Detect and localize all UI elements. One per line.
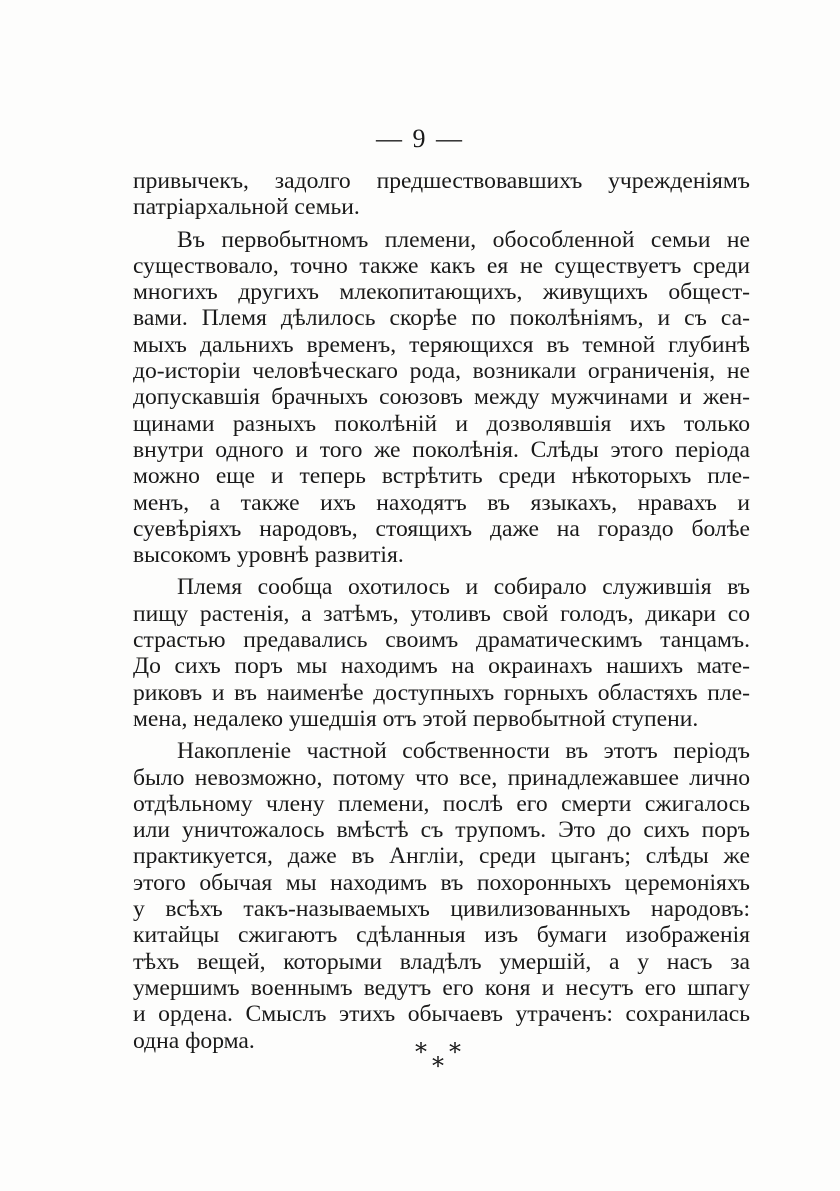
text-line: Въ первобытномъ племени, обособленной семьи не [177, 226, 750, 253]
page-number: — 9 — [376, 124, 464, 153]
text-line: До сихъ поръ мы находимъ на окраинахъ нашихъ мате- [133, 653, 750, 680]
text-line: и ордена. Смыслъ этихъ обычаевъ утраченъ: сохранилась [133, 1001, 750, 1028]
asterism-divider [405, 1038, 475, 1078]
text-line: мыхъ дальнихъ временъ, теряющихся въ темной глубинѣ [133, 331, 750, 358]
text-line: можно еще и теперь встрѣтить среди нѣкоторыхъ пле- [133, 463, 750, 490]
paragraph [133, 168, 750, 221]
text-line: мена, недалеко ушедшія отъ этой первобытной ступени. [133, 705, 699, 732]
text-line: привычекъ, задолго предшествовавшихъ учрежденіямъ [133, 168, 750, 194]
text-line: одна форма. [133, 1027, 255, 1054]
text-line: риковъ и въ наименѣе доступныхъ горныхъ областяхъ пле- [133, 679, 750, 706]
text-line: менъ, а также ихъ находятъ въ языкахъ, нравахъ и [133, 489, 750, 516]
text-line: умершимъ военнымъ ведутъ его коня и несутъ его шпагу [133, 974, 750, 1001]
text-line: патріархальной семьи. [133, 194, 360, 221]
text-line: до-исторіи человѣческаго рода, возникали ограниченія, не [133, 358, 750, 385]
asterism-star: * [415, 1038, 427, 1066]
text-line: пищу растенія, а затѣмъ, утоливъ свой голодъ, дикари со [133, 600, 750, 627]
text-line: щинами разныхъ поколѣній и дозволявшія ихъ только [133, 410, 750, 437]
text-line: тѣхъ вещей, которыми владѣлъ умершій, а у насъ за [133, 948, 750, 975]
paragraph [133, 227, 750, 569]
text-line: у всѣхъ такъ-называемыхъ цивилизованныхъ народовъ: [133, 896, 750, 923]
text-line: китайцы сжигаютъ сдѣланныя изъ бумаги изображенія [133, 922, 750, 949]
text-line: внутри одного и того же поколѣнія. Слѣды этого періода [133, 436, 750, 463]
text-line: Накопленіе частной собственности въ этотъ періодъ [177, 738, 750, 765]
text-line: практикуется, даже въ Англіи, среди цыганъ; слѣды же [133, 843, 750, 870]
text-line: страстью предавались своимъ драматическимъ танцамъ. [133, 627, 750, 654]
text-line: Племя сообща охотилось и собирало служившія въ [177, 574, 750, 601]
text-line: было невозможно, потому что все, принадлежавшее лично [133, 764, 750, 791]
text-line: или уничтожалось вмѣстѣ съ трупомъ. Это до сихъ поръ [133, 817, 750, 844]
paragraph [133, 574, 750, 732]
text-line: высокомъ уровнѣ развитія. [133, 542, 404, 569]
text-line: отдѣльному члену племени, послѣ его смерти сжигалось [133, 790, 750, 817]
text-line: этого обычая мы находимъ въ похоронныхъ церемоніяхъ [133, 869, 750, 896]
text-line: существовало, точно также какъ ея не существуетъ среди [133, 252, 750, 279]
body-text [133, 168, 750, 1054]
asterism-star: * [432, 1052, 444, 1080]
asterism-star: * [449, 1038, 461, 1066]
text-line: вами. Племя дѣлилось скорѣе по поколѣніямъ, и съ са- [133, 305, 750, 332]
paragraph [133, 738, 750, 1054]
text-line: допускавшія брачныхъ союзовъ между мужчинами и жен- [133, 384, 750, 411]
text-line: многихъ другихъ млекопитающихъ, живущихъ общест- [133, 279, 750, 306]
text-line: суевѣріяхъ народовъ, стоящихъ даже на гораздо болѣе [133, 515, 750, 542]
